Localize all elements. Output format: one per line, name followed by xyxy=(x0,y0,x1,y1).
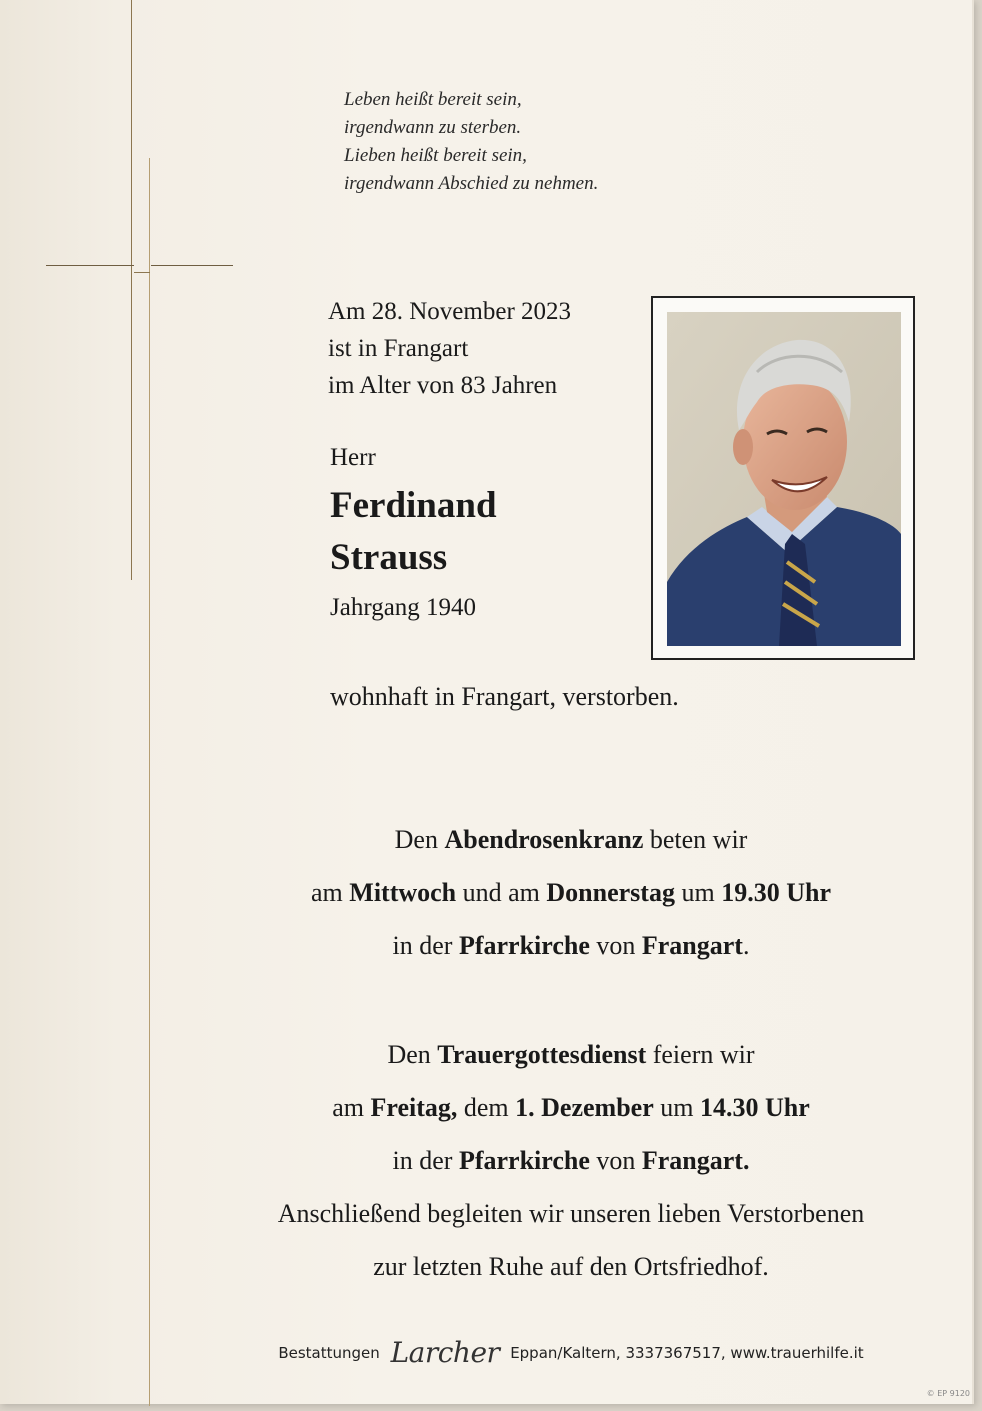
rosary-line-3 xyxy=(150,919,982,972)
poem-line: irgendwann zu sterben. xyxy=(344,117,522,138)
service-line-2 xyxy=(150,1081,982,1134)
text: am xyxy=(311,878,350,907)
service-label: Trauergottesdienst xyxy=(437,1040,647,1069)
text: . xyxy=(742,931,750,960)
service-time: 14.30 Uhr xyxy=(699,1093,810,1122)
text: um xyxy=(653,1093,700,1122)
rosary-day-1: Mittwoch xyxy=(349,878,457,907)
salutation: Herr xyxy=(330,444,376,471)
text: feiern wir xyxy=(646,1040,755,1069)
text: Den xyxy=(387,1040,438,1069)
residence-text: wohnhaft in Frangart, verstorben. xyxy=(330,682,679,711)
cross-vertical-line-left xyxy=(131,0,132,580)
rosary-announcement xyxy=(150,813,982,972)
poem-line: irgendwann Abschied zu nehmen. xyxy=(344,173,599,194)
rosary-town: Frangart xyxy=(641,931,743,960)
death-date: Am 28. November 2023 xyxy=(328,298,572,325)
text: in der xyxy=(392,931,459,960)
service-line-5: zur letzten Ruhe auf den Ortsfriedhof. xyxy=(373,1252,769,1281)
funeral-home-footer xyxy=(150,1332,982,1369)
text: von xyxy=(589,931,642,960)
service-line-4: Anschließend begleiten wir unseren lieben Verstorbenen xyxy=(277,1199,865,1228)
poem-line: Lieben heißt bereit sein, xyxy=(344,145,527,166)
rosary-time: 19.30 Uhr xyxy=(721,878,831,907)
cross-horizontal-line-center xyxy=(134,272,150,273)
service-date: 1. Dezember xyxy=(515,1093,654,1122)
deceased-name xyxy=(330,480,497,584)
text: dem xyxy=(457,1093,516,1122)
text: von xyxy=(589,1146,642,1175)
rosary-line-1 xyxy=(150,813,982,866)
last-name: Strauss xyxy=(330,537,448,578)
cross-horizontal-line-right xyxy=(151,265,233,266)
age-at-death: im Alter von 83 Jahren xyxy=(328,372,558,399)
rosary-line-2 xyxy=(150,866,982,919)
service-town: Frangart. xyxy=(641,1146,750,1175)
rosary-day-2: Donnerstag xyxy=(546,878,675,907)
portrait-photo xyxy=(667,312,901,646)
rosary-label: Abendrosenkranz xyxy=(444,825,644,854)
print-code: © EP 9120 xyxy=(926,1389,970,1398)
footer-prefix: Bestattungen xyxy=(278,1344,380,1362)
poem-line: Leben heißt bereit sein, xyxy=(344,89,522,110)
funeral-service-announcement xyxy=(150,1028,982,1293)
text: in der xyxy=(392,1146,459,1175)
service-day: Freitag, xyxy=(370,1093,458,1122)
text: Den xyxy=(394,825,445,854)
death-announcement xyxy=(328,293,571,404)
portrait-photo-frame xyxy=(651,296,915,660)
text: am xyxy=(332,1093,371,1122)
death-place: ist in Frangart xyxy=(328,335,469,362)
text: um xyxy=(674,878,722,907)
text: beten wir xyxy=(643,825,748,854)
service-line-3 xyxy=(150,1134,982,1187)
footer-contact: Eppan/Kaltern, 3337367517, www.trauerhilfe.it xyxy=(510,1344,864,1362)
rosary-church: Pfarrkirche xyxy=(458,931,590,960)
birth-year: Jahrgang 1940 xyxy=(330,594,477,621)
poem xyxy=(344,86,598,198)
text: und am xyxy=(456,878,547,907)
service-line-1 xyxy=(150,1028,982,1081)
service-church: Pfarrkirche xyxy=(458,1146,590,1175)
funeral-home-logo: Larcher xyxy=(390,1336,500,1369)
cross-horizontal-line-left xyxy=(46,265,134,266)
first-name: Ferdinand xyxy=(330,485,497,526)
